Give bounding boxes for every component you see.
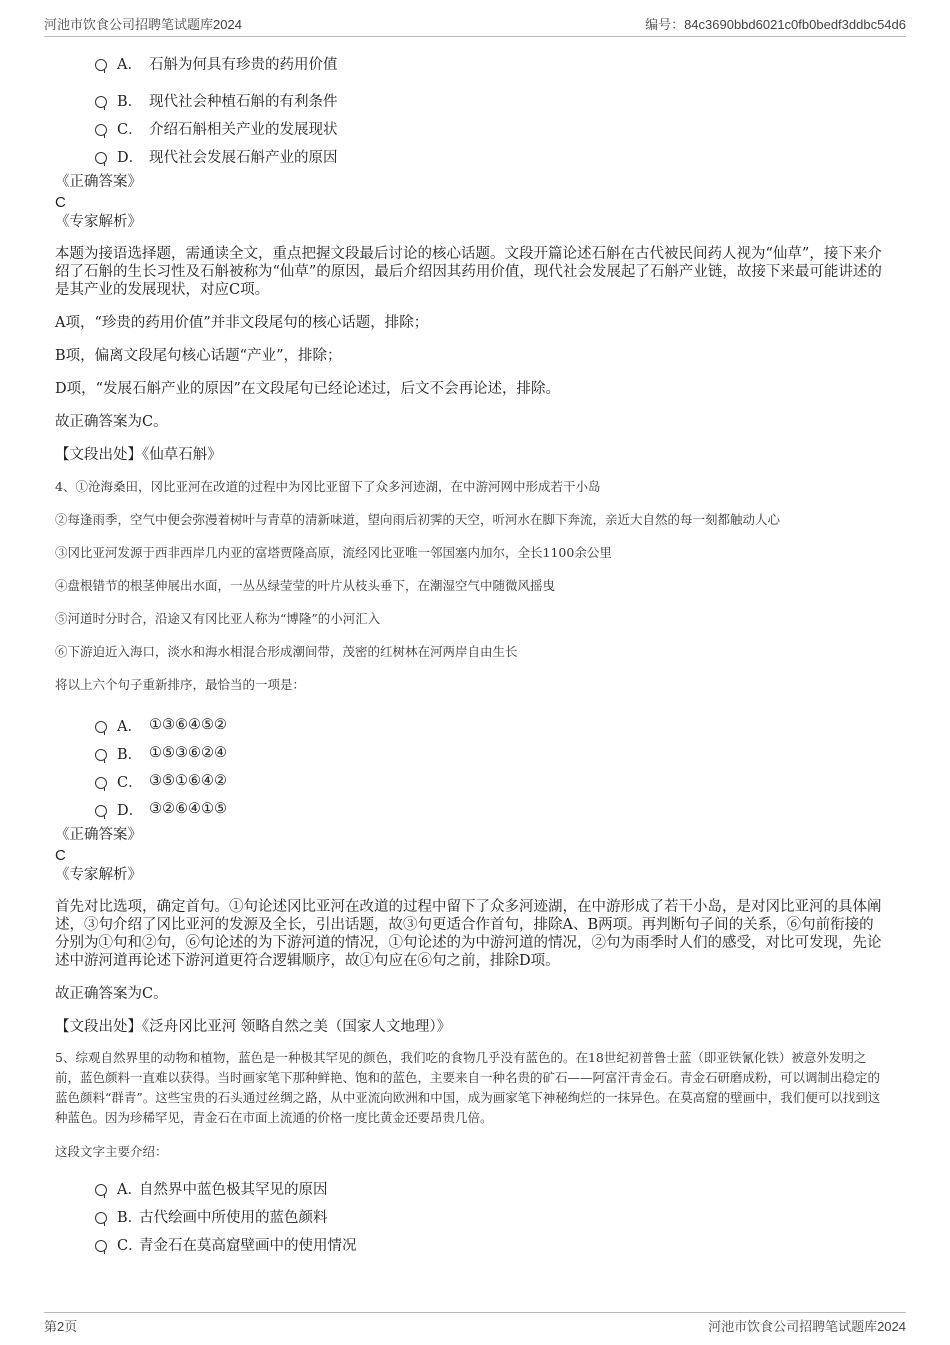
sentence-5: ⑤河道时分时合，沿途又有冈比亚人称为“博隆”的小河汇入	[55, 611, 381, 626]
option-text: ③②⑥④①⑤	[149, 801, 227, 817]
q3-option-b[interactable]	[55, 86, 888, 114]
option-text: 青金石在莫高窟壁画中的使用情况	[139, 1237, 357, 1254]
option-text: ③⑤①⑥④②	[149, 773, 227, 789]
q3-option-a[interactable]	[55, 46, 888, 80]
q5-option-a[interactable]	[55, 1174, 888, 1202]
option-text: 自然界中蓝色极其罕见的原因	[139, 1181, 328, 1198]
option-text: 石斛为何具有珍贵的药用价值	[149, 56, 338, 73]
q5-option-c[interactable]	[55, 1230, 888, 1258]
radio-icon[interactable]	[95, 721, 107, 733]
analysis-note-a: A项，“珍贵的药用价值”并非文段尾句的核心话题，排除；	[55, 315, 429, 331]
analysis-label: 《专家解析》	[55, 214, 142, 230]
page-content	[55, 46, 888, 1258]
q5-options	[55, 1174, 888, 1258]
question-prompt: 这段文字主要介绍：	[55, 1144, 168, 1159]
option-text: 介绍石斛相关产业的发展现状	[149, 121, 338, 138]
q4-option-d[interactable]	[55, 795, 888, 823]
radio-icon[interactable]	[95, 749, 107, 761]
option-letter: C．	[117, 774, 143, 791]
sentence-2: ②每逢雨季，空气中便会弥漫着树叶与青草的清新味道，望向雨后初霁的天空，听河水在脚下奔流，亲近大自然的每一刻都触动人心	[55, 512, 781, 527]
sentence-3: ③冈比亚河发源于西非西岸几内亚的富塔贾隆高原，流经冈比亚唯一邻国塞内加尔，全长1100余公里	[55, 545, 612, 560]
q3-options	[55, 46, 888, 170]
radio-icon[interactable]	[95, 96, 107, 108]
sentence-6: ⑥下游迫近入海口，淡水和海水相混合形成潮间带，茂密的红树林在河两岸自由生长	[55, 644, 518, 659]
correct-answer: C	[55, 194, 66, 211]
radio-icon[interactable]	[95, 1184, 107, 1196]
header-title: 河池市饮食公司招聘笔试题库2024	[44, 17, 242, 32]
option-text: 现代社会种植石斛的有利条件	[149, 93, 338, 110]
page-footer	[44, 1312, 906, 1335]
option-letter: B．	[117, 1209, 143, 1226]
conclusion: 故正确答案为C。	[55, 414, 168, 430]
analysis-text: 首先对比选项，确定首句。①句论述冈比亚河在改道的过程中留下了众多河迹湖，在中游形成了若干小岛，是对冈比亚河的具体阐述，③句介绍了冈比亚河的发源及全长，引出话题，故③句更适合作首句，排除A、B两项。再判断句子间的关系，⑥句前衔接的分别为①句和②句，⑥句论述的为下游河道的情况，①句论述的为中游河道的情况，②句为雨季时人们的感受，对比可发现，先论述中游河道再论述下游河道更符合逻辑顺序，故①句应在⑥句之前，排除D项。	[55, 899, 882, 969]
option-letter: C．	[117, 1237, 143, 1254]
q4-sentences	[55, 477, 888, 695]
radio-icon[interactable]	[95, 124, 107, 136]
option-text: ①③⑥④⑤②	[149, 717, 227, 733]
option-text: 现代社会发展石斛产业的原因	[149, 149, 338, 166]
q4-options	[55, 711, 888, 823]
source-citation: 【文段出处】《泛舟冈比亚河 领略自然之美（国家人文地理）》	[55, 1019, 452, 1035]
q4-option-a[interactable]	[55, 711, 888, 739]
radio-icon[interactable]	[95, 152, 107, 164]
option-letter: A．	[117, 718, 142, 735]
q3-option-c[interactable]	[55, 114, 888, 142]
radio-icon[interactable]	[95, 805, 107, 817]
option-letter: B．	[117, 746, 143, 763]
radio-icon[interactable]	[95, 59, 107, 71]
sentence-1: 4、①沧海桑田，冈比亚河在改道的过程中为冈比亚留下了众多河迹湖，在中游河网中形成若干小岛	[55, 479, 601, 494]
analysis-text: 本题为接语选择题，需通读全文，重点把握文段最后讨论的核心话题。文段开篇论述石斛在古代被民间药人视为“仙草”，接下来介绍了石斛的生长习性及石斛被称为“仙草”的原因，最后介绍因其药用价值，现代社会发展起了石斛产业链，故接下来最可能讲述的是其产业的发展现状，对应C项。	[55, 246, 882, 298]
option-text: 古代绘画中所使用的蓝色颜料	[139, 1209, 328, 1226]
option-letter: A．	[117, 56, 142, 73]
radio-icon[interactable]	[95, 777, 107, 789]
q5-passage: 5、综观自然界里的动物和植物，蓝色是一种极其罕见的颜色，我们吃的食物几乎没有蓝色的。在18世纪初普鲁士蓝（即亚铁氰化铁）被意外发明之前，蓝色颜料一直难以获得。当时画家笔下那种鲜艳、饱和的蓝色，主要来自一种名贵的矿石——阿富汗青金石。青金石研磨成粉，可以调制出稳定的蓝色颜料“群青”。这些宝贵的石头通过丝绸之路，从中亚流向欧洲和中国，成为画家笔下神秘绚烂的一抹异色。在莫高窟的壁画中，我们便可以找到这种蓝色。因为珍稀罕见，青金石在市面上流通的价格一度比黄金还要昂贵几倍。	[55, 1050, 881, 1125]
analysis-note-b: B项，偏离文段尾句核心话题“产业”，排除；	[55, 348, 342, 364]
option-letter: B．	[117, 93, 143, 110]
page-header	[44, 14, 906, 37]
correct-answer: C	[55, 847, 66, 864]
source-citation: 【文段出处】《仙草石斛》	[55, 447, 222, 463]
radio-icon[interactable]	[95, 1212, 107, 1224]
q4-option-c[interactable]	[55, 767, 888, 795]
option-letter: C．	[117, 121, 143, 138]
page-number: 第2页	[44, 1319, 78, 1334]
question-prompt: 将以上六个句子重新排序，最恰当的一项是：	[55, 677, 306, 692]
q5-option-b[interactable]	[55, 1202, 888, 1230]
analysis-note-d: D项，“发展石斛产业的原因”在文段尾句已经论述过，后文不会再论述，排除。	[55, 381, 560, 397]
q3-option-d[interactable]	[55, 142, 888, 170]
option-letter: A．	[117, 1181, 142, 1198]
option-letter: D．	[117, 802, 144, 819]
answer-label: 《正确答案》	[55, 174, 142, 190]
document-code: 编号：84c3690bbd6021c0fb0bedf3ddbc54d6	[645, 17, 906, 32]
q4-option-b[interactable]	[55, 739, 888, 767]
analysis-label: 《专家解析》	[55, 867, 142, 883]
sentence-4: ④盘根错节的根茎伸展出水面，一丛丛绿莹莹的叶片从枝头垂下，在潮湿空气中随微风摇曳	[55, 578, 556, 593]
radio-icon[interactable]	[95, 1240, 107, 1252]
conclusion: 故正确答案为C。	[55, 986, 168, 1002]
option-text: ①⑤③⑥②④	[149, 745, 227, 761]
footer-title: 河池市饮食公司招聘笔试题库2024	[708, 1319, 906, 1334]
answer-label: 《正确答案》	[55, 827, 142, 843]
option-letter: D．	[117, 149, 144, 166]
